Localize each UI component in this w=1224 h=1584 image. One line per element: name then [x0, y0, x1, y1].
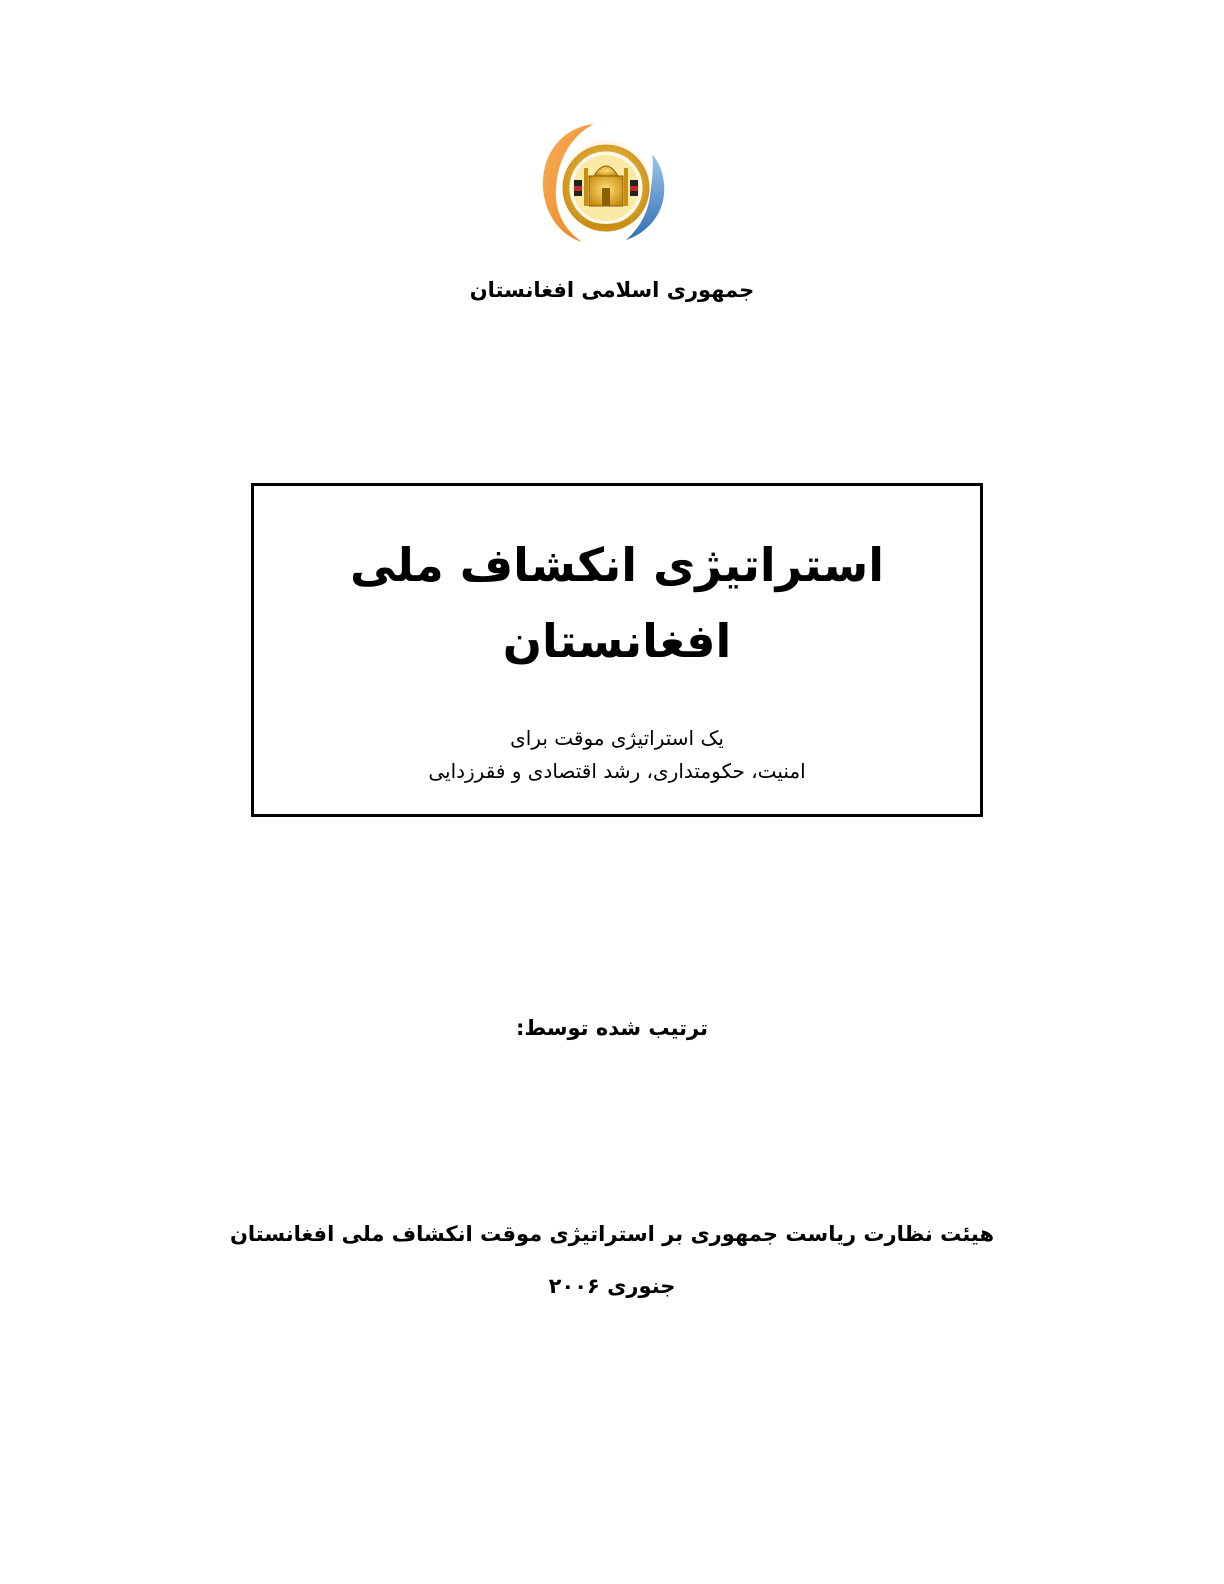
title-box: [251, 483, 983, 817]
republic-heading: جمهوری اسلامی افغانستان: [469, 278, 755, 302]
subtitle-line-2: امنیت، حکومتداری، رشد اقتصادی و فقرزدایی: [428, 759, 806, 783]
oversight-board-name: هیئت نظارت ریاست جمهوری بر استراتیژی موقت انکشاف ملی افغانستان: [229, 1222, 995, 1246]
document-title-line-2: افغانستان: [502, 614, 732, 668]
afghanistan-emblem-icon: [534, 118, 676, 246]
publication-date: جنوری ۲۰۰۶: [548, 1274, 676, 1298]
document-title-line-1: استراتیژی انکشاف ملی: [349, 538, 885, 592]
subtitle-line-1: یک استراتیژی موقت برای: [510, 726, 724, 750]
prepared-by-label: ترتیب شده توسط:: [515, 1016, 709, 1040]
